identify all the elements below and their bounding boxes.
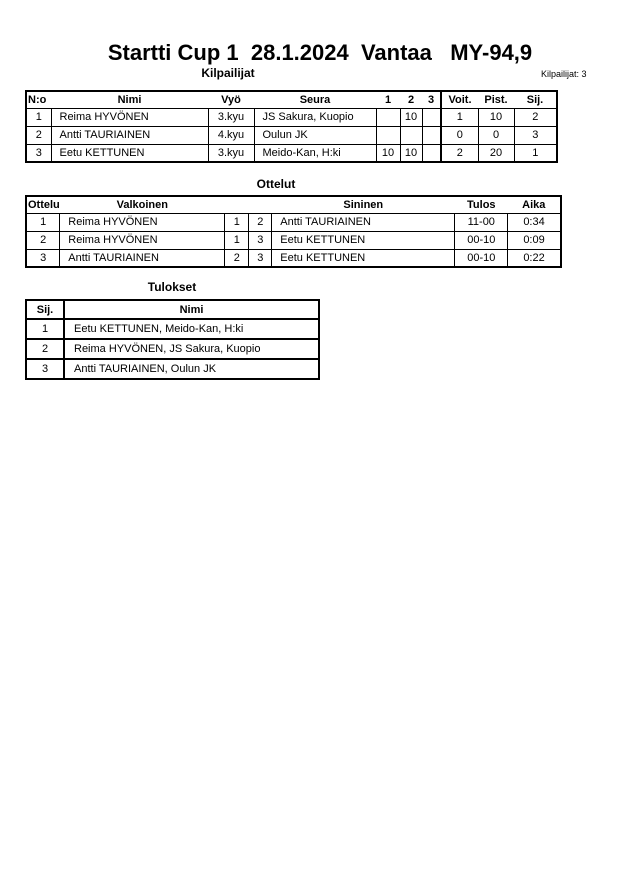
- competitor-name: Reima HYVÖNEN: [51, 108, 208, 126]
- competitor-place: 2: [514, 108, 557, 126]
- match-time: 0:34: [508, 213, 561, 231]
- round3-score: [422, 126, 441, 144]
- match-number: 3: [26, 249, 60, 267]
- match-number: 2: [26, 231, 60, 249]
- column-header-round2: 2: [400, 91, 422, 108]
- column-header-name: Nimi: [51, 91, 208, 108]
- result-row: [26, 359, 319, 379]
- white-player-name: Reima HYVÖNEN: [60, 231, 225, 249]
- blue-player-name: Eetu KETTUNEN: [272, 249, 455, 267]
- column-header-no: N:o: [26, 91, 51, 108]
- matches-heading: Ottelut: [256, 177, 296, 191]
- column-header-club: Seura: [254, 91, 376, 108]
- column-header-round3: 3: [422, 91, 441, 108]
- column-header-points: Pist.: [478, 91, 514, 108]
- match-score: 00-10: [455, 231, 508, 249]
- competitor-number: 3: [26, 144, 51, 162]
- match-row: [26, 249, 561, 267]
- competitor-points: 20: [478, 144, 514, 162]
- competitor-club: Oulun JK: [254, 126, 376, 144]
- competitor-place: 3: [514, 126, 557, 144]
- white-player-number: 1: [225, 213, 249, 231]
- result-name: Antti TAURIAINEN, Oulun JK: [64, 359, 319, 379]
- column-header-round1: 1: [376, 91, 400, 108]
- result-name: Eetu KETTUNEN, Meido-Kan, H:ki: [64, 319, 319, 339]
- blue-player-name: Eetu KETTUNEN: [272, 231, 455, 249]
- competitor-wins: 1: [441, 108, 478, 126]
- white-player-number: 1: [225, 231, 249, 249]
- column-header-place: Sij.: [26, 300, 64, 319]
- match-number: 1: [26, 213, 60, 231]
- white-player-name: Antti TAURIAINEN: [60, 249, 225, 267]
- match-row: [26, 213, 561, 231]
- competitors-table: [25, 90, 558, 163]
- match-row: [26, 231, 561, 249]
- match-score: 11-00: [455, 213, 508, 231]
- white-player-name: Reima HYVÖNEN: [60, 213, 225, 231]
- white-player-number: 2: [225, 249, 249, 267]
- round2-score: 10: [400, 144, 422, 162]
- blue-player-name: Antti TAURIAINEN: [272, 213, 455, 231]
- competitor-wins: 0: [441, 126, 478, 144]
- competitors-heading: Kilpailijat: [201, 66, 255, 80]
- competitor-points: 10: [478, 108, 514, 126]
- results-header-row: [26, 300, 319, 319]
- result-row: [26, 339, 319, 359]
- result-place: 3: [26, 359, 64, 379]
- result-name: Reima HYVÖNEN, JS Sakura, Kuopio: [64, 339, 319, 359]
- round2-score: [400, 126, 422, 144]
- match-time: 0:09: [508, 231, 561, 249]
- match-score: 00-10: [455, 249, 508, 267]
- competitor-belt: 3.kyu: [208, 108, 254, 126]
- column-header-score: Tulos: [455, 196, 508, 213]
- competitor-count-label: Kilpailijat: 3: [541, 69, 587, 79]
- results-table: [25, 299, 320, 380]
- column-header-belt: Vyö: [208, 91, 254, 108]
- page-title: Startti Cup 1 28.1.2024 Vantaa MY-94,9: [107, 40, 533, 65]
- competitors-header-row: [26, 91, 557, 108]
- blue-player-number: 2: [249, 213, 272, 231]
- competitor-row: [26, 144, 557, 162]
- column-header-blue: Sininen: [272, 196, 455, 213]
- column-header-time: Aika: [508, 196, 561, 213]
- round1-score: 10: [376, 144, 400, 162]
- result-row: [26, 319, 319, 339]
- column-header-blue-number: [249, 196, 272, 213]
- competitor-club: Meido-Kan, H:ki: [254, 144, 376, 162]
- match-time: 0:22: [508, 249, 561, 267]
- competitor-number: 1: [26, 108, 51, 126]
- results-heading: Tulokset: [147, 280, 197, 294]
- competitor-name: Eetu KETTUNEN: [51, 144, 208, 162]
- competitor-name: Antti TAURIAINEN: [51, 126, 208, 144]
- round3-score: [422, 108, 441, 126]
- round1-score: [376, 126, 400, 144]
- competitor-belt: 4.kyu: [208, 126, 254, 144]
- result-place: 1: [26, 319, 64, 339]
- result-place: 2: [26, 339, 64, 359]
- competitor-club: JS Sakura, Kuopio: [254, 108, 376, 126]
- blue-player-number: 3: [249, 231, 272, 249]
- column-header-place: Sij.: [514, 91, 557, 108]
- competitor-row: [26, 126, 557, 144]
- column-header-match: Ottelu: [26, 196, 60, 213]
- matches-header-row: [26, 196, 561, 213]
- competitor-wins: 2: [441, 144, 478, 162]
- round2-score: 10: [400, 108, 422, 126]
- round1-score: [376, 108, 400, 126]
- column-header-white-number: [225, 196, 249, 213]
- competitor-place: 1: [514, 144, 557, 162]
- competitor-number: 2: [26, 126, 51, 144]
- competitor-belt: 3.kyu: [208, 144, 254, 162]
- column-header-wins: Voit.: [441, 91, 478, 108]
- competitor-points: 0: [478, 126, 514, 144]
- matches-table: [25, 195, 562, 268]
- blue-player-number: 3: [249, 249, 272, 267]
- column-header-white: Valkoinen: [60, 196, 225, 213]
- round3-score: [422, 144, 441, 162]
- column-header-result-name: Nimi: [64, 300, 319, 319]
- competitor-row: [26, 108, 557, 126]
